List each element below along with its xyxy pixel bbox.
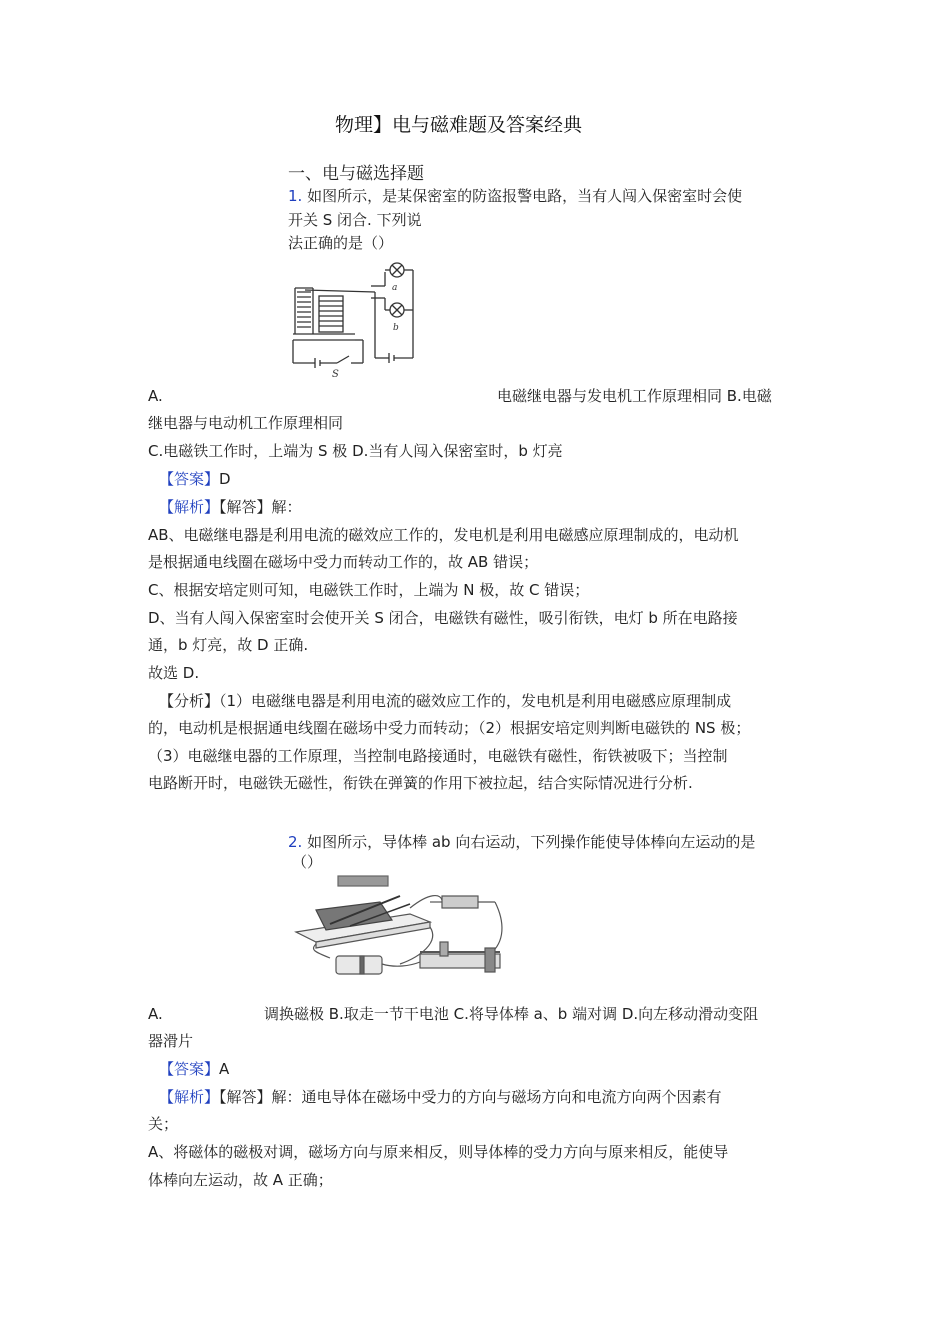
answer-tag: 【答案】 xyxy=(159,1060,220,1078)
question-2-option-a-text: 调换磁极 B.取走一节干电池 C.将导体棒 a、b 端对调 D.向左移动滑动变阻 xyxy=(264,1005,759,1023)
answer-value: A xyxy=(219,1060,230,1078)
question-2-option-a-label: A. xyxy=(148,1005,163,1023)
question-2-number: 2. xyxy=(288,833,303,851)
question-2-stem-line1 xyxy=(288,832,755,852)
question-1-fenxi-line: 的，电动机是根据通电线圈在磁场中受力而转动；（2）根据安培定则判断电磁铁的 NS 极； xyxy=(148,719,751,737)
question-1-option-a-text: 电磁继电器与发电机工作原理相同 B.电磁 xyxy=(497,387,772,405)
question-1-stem-line3: 法正确的是（） xyxy=(288,234,394,252)
question-2-answer xyxy=(159,1059,229,1079)
question-1-option-line3: C.电磁铁工作时，上端为 S 极 D.当有人闯入保密室时，b 灯亮 xyxy=(148,442,563,460)
analysis-tag: 【解析】 xyxy=(159,498,220,516)
question-2-stem-line2: （） xyxy=(292,853,323,871)
question-1-analysis-line: AB、电磁继电器是利用电流的磁效应工作的，发电机是利用电磁感应原理制成的，电动机 xyxy=(148,526,739,544)
motor-apparatus-figure xyxy=(290,872,520,984)
question-1-analysis-head xyxy=(159,497,302,517)
question-2-analysis-head xyxy=(159,1087,722,1107)
question-1-analysis-line: D、当有人闯入保密室时会使开关 S 闭合，电磁铁有磁性，吸引衔铁，电灯 b 所在电路接 xyxy=(148,609,738,627)
analysis-tag: 【解析】 xyxy=(159,1088,220,1106)
figure-label-b: b xyxy=(393,323,399,333)
question-1-stem-line2: 开关 S 闭合. 下列说 xyxy=(288,211,422,229)
question-2-option-line2: 器滑片 xyxy=(148,1032,194,1050)
question-2-analysis-cont: 关； xyxy=(148,1115,179,1133)
fenxi-text: （1）电磁继电器是利用电流的磁效应工作的，发电机是利用电磁感应原理制成 xyxy=(219,692,732,710)
answer-tag: 【答案】 xyxy=(159,470,220,488)
figure-label-s: S xyxy=(332,369,339,380)
question-1-fenxi-line: （3）电磁继电器的工作原理，当控制电路接通时，电磁铁有磁性，衔铁被吸下；当控制 xyxy=(148,747,728,765)
question-1-number: 1. xyxy=(288,187,303,205)
question-1-answer xyxy=(159,469,231,489)
question-2-analysis-line: 体棒向左运动，故 A 正确； xyxy=(148,1171,333,1189)
question-1-stem-line1 xyxy=(288,186,742,206)
section-heading: 一、电与磁选择题 xyxy=(288,164,424,184)
question-1-analysis-line: 是根据通电线圈在磁场中受力而转动工作的，故 AB 错误； xyxy=(148,553,539,571)
figure-label-a: a xyxy=(392,283,398,293)
question-1-fenxi xyxy=(159,691,731,711)
relay-circuit-figure xyxy=(285,258,420,380)
page-title: 物理】电与磁难题及答案经典 xyxy=(335,114,583,136)
question-1-stem-text: 如图所示，是某保密室的防盗报警电路，当有人闯入保密室时会使 xyxy=(307,187,743,205)
answer-value: D xyxy=(219,470,231,488)
question-1-analysis-line: 故选 D. xyxy=(148,664,200,682)
analysis-head-text: 【解答】解： xyxy=(219,498,302,516)
question-1-analysis-line: C、根据安培定则可知，电磁铁工作时，上端为 N 极，故 C 错误； xyxy=(148,581,590,599)
question-1-option-line2: 继电器与电动机工作原理相同 xyxy=(148,414,344,432)
question-2-analysis-line: A、将磁体的磁极对调，磁场方向与原来相反，则导体棒的受力方向与原来相反，能使导 xyxy=(148,1143,729,1161)
question-1-analysis-line: 通，b 灯亮，故 D 正确. xyxy=(148,636,309,654)
analysis-head-text: 【解答】解：通电导体在磁场中受力的方向与磁场方向和电流方向两个因素有 xyxy=(219,1088,722,1106)
question-1-option-a-label: A. xyxy=(148,387,163,405)
fenxi-tag: 【分析】 xyxy=(159,692,220,710)
question-1-fenxi-line: 电路断开时，电磁铁无磁性，衔铁在弹簧的作用下被拉起，结合实际情况进行分析. xyxy=(148,774,693,792)
question-2-stem-text: 如图所示，导体棒 ab 向右运动，下列操作能使导体棒向左运动的是 xyxy=(307,833,756,851)
